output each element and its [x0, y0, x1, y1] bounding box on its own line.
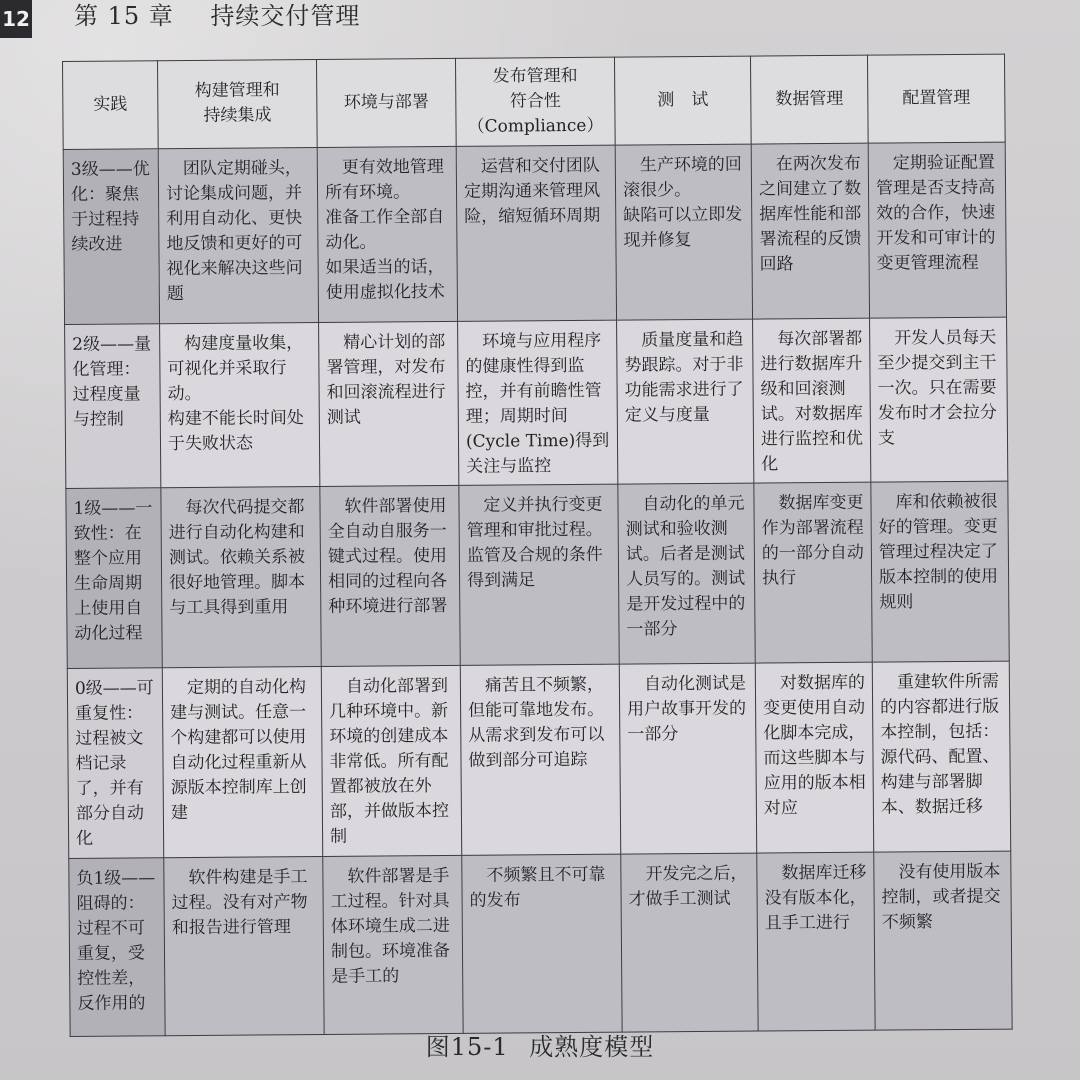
level-cell	[69, 858, 165, 1037]
figure-number: 图15-1	[425, 1033, 509, 1061]
header-environment-deployment: 环境与部署	[316, 58, 456, 147]
table-cell	[456, 145, 616, 321]
header-release-compliance-text: 发布管理和 符合性 （Compliance）	[467, 65, 604, 137]
table-cell	[871, 481, 1009, 662]
cell-text: 运营和交付团队定期沟通来管理风险，缩短循环周期	[463, 155, 601, 227]
header-build-management-text: 构建管理和 持续集成	[194, 80, 280, 127]
table-cell	[755, 662, 873, 853]
table-cell	[460, 664, 620, 855]
cell-text: 自动化测试是用户故事开发的一部分	[627, 673, 747, 745]
table-cell	[462, 854, 622, 1033]
header-release-compliance	[455, 57, 615, 146]
header-testing: 测 试	[614, 56, 751, 145]
cell-text: 定期的自动化构建与测试。任意一个构建都可以使用自动化过程重新从源版本控制库上创建	[170, 676, 307, 823]
header-configuration-management: 配置管理	[867, 54, 1005, 143]
cell-text: 开发人员每天至少提交到主干一次。只在需要发布时才会拉分支	[877, 327, 997, 449]
table-cell	[323, 855, 463, 1034]
cell-text: 痛苦且不频繁，但能可靠地发布。从需求到发布可以做到部分可追踪	[468, 674, 605, 771]
cell-text: 软件部署是手工过程。针对具体环境生成二进制包。环境准备是手工的	[330, 865, 451, 987]
cell-text: 生产环境的回滚很少。 缺陷可以立即发现并修复	[622, 154, 743, 251]
level-cell	[66, 488, 162, 669]
table-cell	[321, 665, 461, 856]
table-cell	[317, 146, 457, 322]
figure-caption	[0, 1030, 1080, 1064]
cell-text: 团队定期碰头，讨论集成问题，并利用自动化、更快地反馈和更好的可视化来解决这些问题	[165, 158, 303, 305]
table-cell	[459, 484, 619, 665]
cell-text: 库和依赖被很好的管理。变更管理过程决定了版本控制的使用规则	[878, 491, 999, 613]
cell-text: 环境与应用程序的健康性得到监控，并有前瞻性管理；周期时间(Cycle Time)得到关注与监控	[465, 330, 610, 477]
table-cell	[615, 144, 752, 320]
table-cell	[158, 147, 318, 323]
cell-text: 定义并执行变更管理和审批过程。监管及合规的条件得到满足	[466, 494, 603, 591]
cell-text: 每次代码提交都进行自动化构建和测试。依赖关系被很好地管理。脚本与工具得到重用	[168, 496, 306, 618]
maturity-model-table-wrap	[62, 54, 1011, 1019]
maturity-model-table	[62, 54, 1013, 1037]
cell-text: 数据库迁移没有版本化，且手工进行	[764, 862, 867, 934]
cell-text: 定期验证配置管理是否支持高效的合作，快速开发和可审计的变更管理流程	[875, 152, 996, 274]
cell-text: 不频繁且不可靠的发布	[469, 864, 606, 911]
table-cell	[868, 142, 1006, 318]
level-cell	[63, 149, 159, 325]
header-build-management	[158, 60, 318, 149]
header-data-management: 数据管理	[750, 55, 868, 144]
figure-title: 成熟度模型	[529, 1033, 655, 1061]
header-practice: 实践	[63, 61, 159, 150]
level-cell	[67, 668, 163, 859]
table-row	[66, 481, 1009, 668]
cell-text: 负1级——阻碍的：过程不可重复，受控性差，反作用的	[76, 868, 156, 1014]
cell-text: 对数据库的变更使用自动化脚本完成，而这些脚本与应用的版本相对应	[763, 672, 866, 819]
table-row	[69, 851, 1012, 1036]
table-cell	[164, 856, 324, 1035]
cell-text: 构建度量收集，可视化并采取行动。 构建不能长时间处于失败状态	[167, 333, 304, 455]
page-number-tab: 12	[0, 0, 32, 38]
table-cell	[751, 143, 869, 319]
cell-text: 精心计划的部署管理，对发布和回滚流程进行测试	[326, 331, 446, 428]
chapter-title: 持续交付管理	[210, 2, 361, 30]
table-cell	[621, 853, 758, 1032]
cell-text: 更有效地管理所有环境。 准备工作全部自动化。 如果适当的话，使用虚拟化技术	[324, 156, 445, 303]
table-cell	[874, 851, 1012, 1030]
table-row	[65, 317, 1008, 488]
chapter-heading	[74, 0, 360, 32]
cell-text: 质量度量和趋势跟踪。对于非功能需求进行了定义与度量	[624, 329, 744, 426]
level-cell	[65, 324, 161, 489]
table-cell	[160, 322, 320, 487]
cell-text: 1级——一致性：在整个应用生命周期上使用自动化过程	[73, 498, 153, 644]
cell-text: 在两次发布之间建立了数据库性能和部署流程的反馈回路	[758, 153, 862, 275]
table-cell	[320, 485, 460, 666]
table-header-row	[63, 54, 1006, 149]
table-cell	[757, 852, 875, 1031]
table-cell	[162, 666, 322, 857]
table-cell	[754, 482, 872, 663]
cell-text: 软件构建是手工过程。没有对产物和报告进行管理	[171, 866, 308, 938]
table-cell	[619, 663, 756, 854]
cell-text: 开发完之后，才做手工测试	[628, 863, 748, 910]
cell-text: 数据库变更作为部署流程的一部分自动执行	[761, 492, 864, 589]
table-cell	[872, 661, 1010, 852]
cell-text: 自动化的单元测试和验收测试。后者是测试人员写的。测试是开发过程中的一部分	[625, 493, 746, 640]
cell-text: 2级——量化管理：过程度量与控制	[72, 334, 152, 430]
table-cell	[319, 321, 459, 486]
table-row	[67, 661, 1010, 858]
table-cell	[458, 320, 618, 485]
cell-text: 重建软件所需的内容都进行版本控制，包括：源代码、配置、构建与部署脚本、数据迁移	[880, 671, 1000, 818]
table-cell	[870, 317, 1008, 482]
chapter-label: 第 15 章	[74, 2, 174, 30]
cell-text: 0级——可重复性：过程被文档记录了，并有部分自动化	[74, 678, 154, 849]
table-row	[63, 142, 1006, 324]
table-cell	[161, 486, 321, 667]
table-cell	[617, 319, 754, 484]
cell-text: 3级——优化：聚焦于过程持续改进	[70, 159, 150, 255]
table-cell	[618, 483, 755, 664]
cell-text: 自动化部署到几种环境中。新环境的创建成本非常低。所有配置都被放在外部，并做版本控制	[329, 675, 449, 847]
cell-text: 没有使用版本控制，或者提交不频繁	[881, 861, 1001, 933]
cell-text: 软件部署使用全自动自服务一键式过程。使用相同的过程向各种环境进行部署	[327, 495, 448, 617]
table-cell	[753, 318, 871, 483]
cell-text: 每次部署都进行数据库升级和回滚测试。对数据库进行监控和优化	[760, 328, 864, 475]
